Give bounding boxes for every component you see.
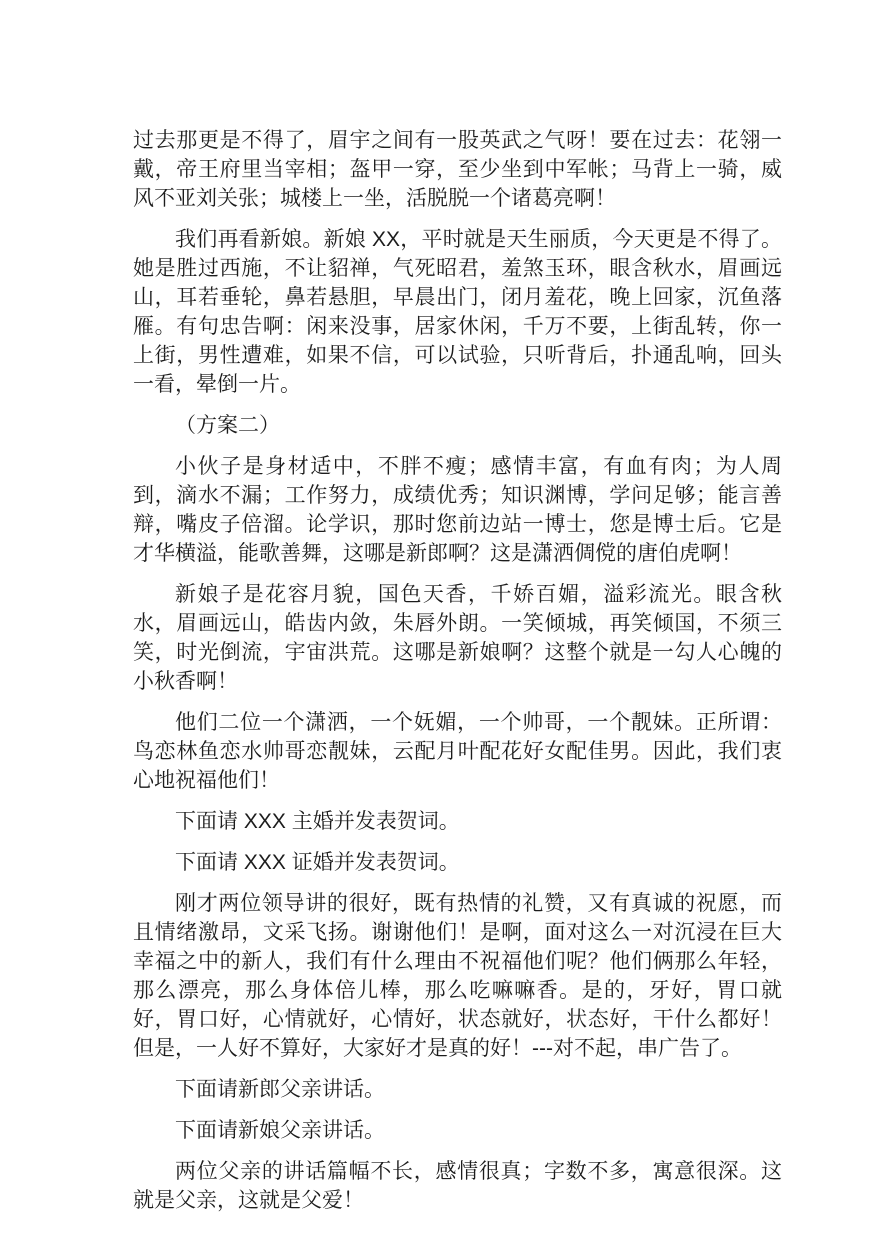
paragraph-leaders-speech-comment: 刚才两位领导讲的很好，既有热情的礼赞，又有真诚的祝愿，而且情绪激昂，文采飞扬。谢谢他们！是啊，面对这么一对沉浸在巨大幸福之中的新人，我们有什么理由不祝福他们呢？他们俩那么年轻，那么漂亮，那么身体倍儿棒，那么吃嘛嘛香。是的，牙好，胃口就好，胃口好，心情就好，心情好，状态就好，状态好，干什么都好！但是，一人好不算好，大家好才是真的好！---对不起，串广告了。 bbox=[133, 892, 782, 1060]
document-body bbox=[133, 126, 782, 1215]
paragraph-invite-groom-father: 下面请新郎父亲讲话。 bbox=[175, 1078, 385, 1101]
paragraph-fathers-speech-comment: 两位父亲的讲话篇幅不长，感情很真；字数不多，寓意很深。这就是父亲，这就是父爱！ bbox=[133, 1160, 782, 1212]
paragraph-bride-description: 新娘子是花容月貌，国色天香，千娇百媚，溢彩流光。眼含秋水，眉画远山，皓齿内敛，朱唇外朗。一笑倾城，再笑倾国，不须三笑，时光倒流，宇宙洪荒。这哪是新娘啊？这整个就是一勾人心魄的小秋香啊！ bbox=[133, 583, 782, 693]
paragraph-groom-description: 小伙子是身材适中，不胖不瘦；感情丰富，有血有肉；为人周到，滴水不漏；工作努力，成绩优秀；知识渊博，学问足够；能言善辩，嘴皮子倍溜。论学识，那时您前边站一博士，您是博士后。它是才华横溢，能歌善舞，这哪是新郎啊？这是潇洒倜傥的唐伯虎啊！ bbox=[133, 455, 782, 565]
paragraph-bride-praise: 我们再看新娘。新娘 XX，平时就是天生丽质，今天更是不得了。她是胜过西施，不让貂禅，气死昭君，羞煞玉环，眼含秋水，眉画远山，耳若垂轮，鼻若悬胆，早晨出门，闭月羞花，晚上回家，沉鱼落雁。有句忠告啊：闲来没事，居家休闲，千万不要，上街乱转，你一上街，男性遭难，如果不信，可以试验，只听背后，扑通乱响，回头一看，晕倒一片。 bbox=[133, 228, 782, 396]
paragraph-groom-praise-continued: 过去那更是不得了，眉宇之间有一股英武之气呀！要在过去：花翎一戴，帝王府里当宰相；盔甲一穿，至少坐到中军帐；马背上一骑，威风不亚刘关张；城楼上一坐，活脱脱一个诸葛亮啊！ bbox=[133, 129, 782, 210]
paragraph-invite-marriage-witness: 下面请 XXX 证婚并发表贺词。 bbox=[175, 851, 460, 874]
paragraph-invite-bride-father: 下面请新娘父亲讲话。 bbox=[175, 1119, 385, 1142]
paragraph-invite-chief-witness: 下面请 XXX 主婚并发表贺词。 bbox=[175, 810, 460, 833]
paragraph-couple-blessing: 他们二位一个潇洒，一个妩媚，一个帅哥，一个靓妹。正所谓：鸟恋林鱼恋水帅哥恋靓妹，云配月叶配花好女配佳男。因此，我们衷心地祝福他们！ bbox=[133, 711, 782, 792]
section-heading-plan-two: （方案二） bbox=[175, 414, 280, 437]
